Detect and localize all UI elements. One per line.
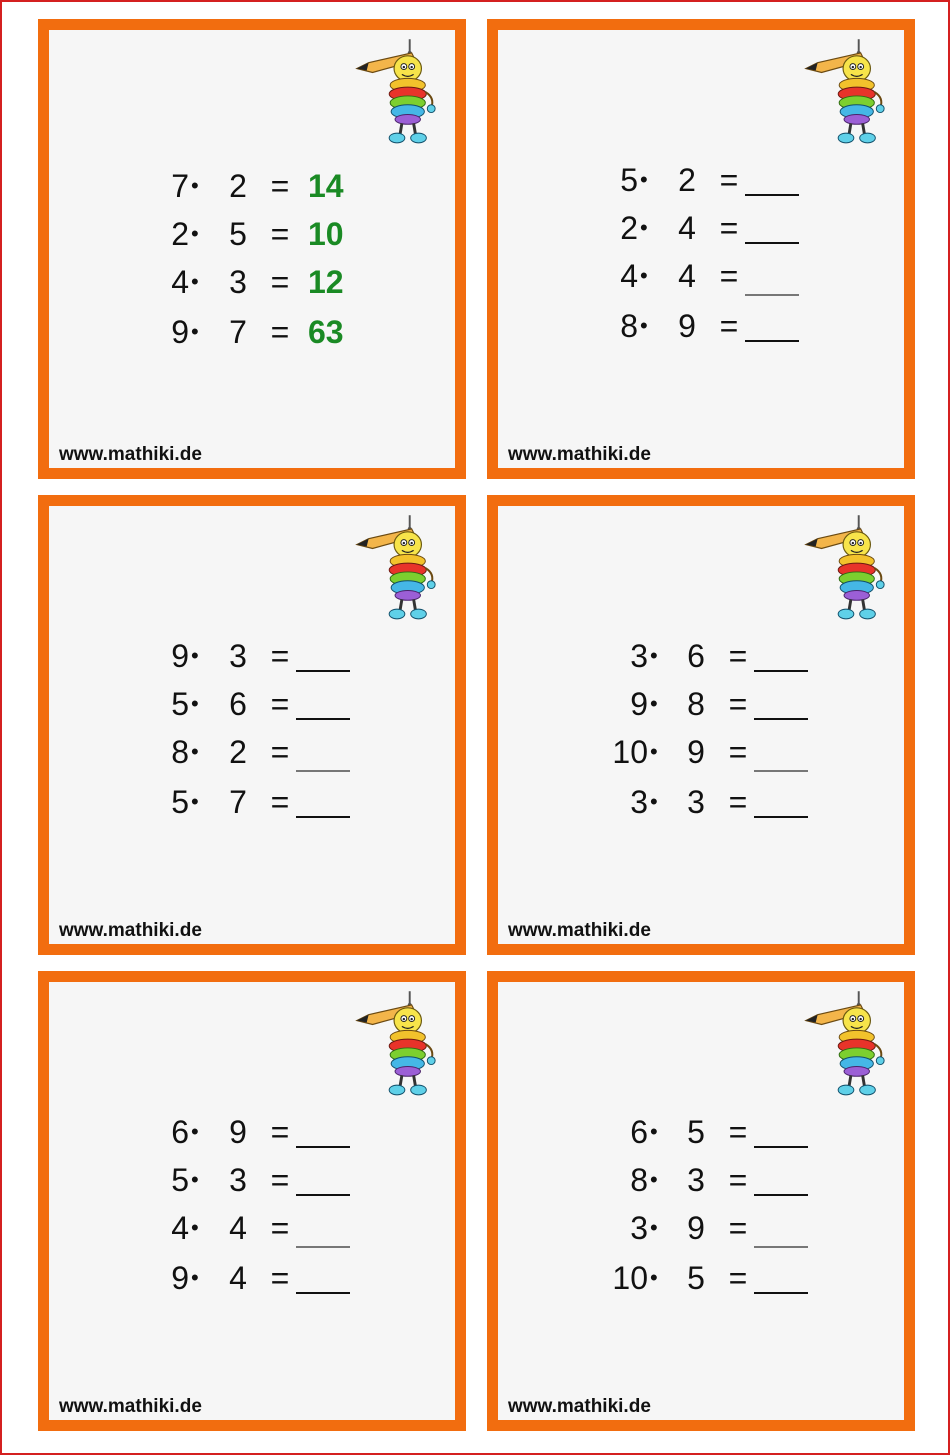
multiply-dot: • xyxy=(650,1215,658,1240)
answer-blank[interactable] xyxy=(745,242,799,244)
answer-blank[interactable] xyxy=(296,1292,350,1294)
factor-left: 5 xyxy=(171,784,189,820)
answer-blank[interactable] xyxy=(296,1246,350,1248)
caterpillar-with-pencil-icon xyxy=(802,990,890,1100)
factor-right: 3 xyxy=(229,638,247,674)
multiply-dot: • xyxy=(650,1265,658,1290)
equation-row xyxy=(49,1258,455,1298)
equation-row xyxy=(498,1258,904,1298)
factor-left: 10 xyxy=(612,734,648,770)
footer-url: www.mathiki.de xyxy=(508,920,651,941)
answer-value: 10 xyxy=(308,216,344,252)
footer-url: www.mathiki.de xyxy=(59,1396,202,1417)
equation-row xyxy=(49,214,455,254)
factor-right: 4 xyxy=(678,210,696,246)
footer-url: www.mathiki.de xyxy=(508,1396,651,1417)
equation-row xyxy=(498,160,904,200)
equals-sign: = xyxy=(270,314,290,350)
factor-right: 5 xyxy=(687,1260,705,1296)
multiply-dot: • xyxy=(640,167,648,192)
equals-sign: = xyxy=(270,638,290,674)
equation-row xyxy=(498,208,904,248)
factor-right: 7 xyxy=(229,314,247,350)
factor-right: 6 xyxy=(229,686,247,722)
equation-row xyxy=(498,1208,904,1248)
multiply-dot: • xyxy=(191,1167,199,1192)
answer-blank[interactable] xyxy=(296,670,350,672)
multiply-dot: • xyxy=(650,643,658,668)
answer-blank[interactable] xyxy=(754,1194,808,1196)
factor-right: 4 xyxy=(229,1210,247,1246)
factor-left: 3 xyxy=(630,784,648,820)
factor-right: 2 xyxy=(678,162,696,198)
equation-row xyxy=(498,636,904,676)
multiply-dot: • xyxy=(650,1167,658,1192)
multiply-dot: • xyxy=(191,221,199,246)
factor-right: 2 xyxy=(229,734,247,770)
factor-right: 3 xyxy=(229,264,247,300)
factor-left: 3 xyxy=(630,1210,648,1246)
caterpillar-with-pencil-icon xyxy=(353,990,441,1100)
factor-right: 5 xyxy=(229,216,247,252)
factor-left: 9 xyxy=(171,1260,189,1296)
factor-left: 3 xyxy=(630,638,648,674)
equals-sign: = xyxy=(719,258,739,294)
answer-blank[interactable] xyxy=(754,1292,808,1294)
answer-blank[interactable] xyxy=(296,1146,350,1148)
factor-left: 4 xyxy=(171,1210,189,1246)
multiply-dot: • xyxy=(191,1265,199,1290)
answer-blank[interactable] xyxy=(745,294,799,296)
caterpillar-with-pencil-icon xyxy=(353,38,441,148)
equation-row xyxy=(49,684,455,724)
equals-sign: = xyxy=(728,638,748,674)
equation-row xyxy=(49,732,455,772)
answer-blank[interactable] xyxy=(754,770,808,772)
equation-row xyxy=(49,782,455,822)
multiplication-card xyxy=(487,971,915,1431)
caterpillar-with-pencil-icon xyxy=(802,514,890,624)
equation-row xyxy=(498,256,904,296)
equals-sign: = xyxy=(270,1162,290,1198)
factor-right: 6 xyxy=(687,638,705,674)
factor-right: 7 xyxy=(229,784,247,820)
answer-blank[interactable] xyxy=(745,340,799,342)
equals-sign: = xyxy=(728,1260,748,1296)
factor-left: 2 xyxy=(171,216,189,252)
factor-right: 3 xyxy=(687,784,705,820)
equals-sign: = xyxy=(728,784,748,820)
multiply-dot: • xyxy=(191,691,199,716)
multiply-dot: • xyxy=(650,739,658,764)
multiplication-card xyxy=(38,19,466,479)
factor-left: 6 xyxy=(171,1114,189,1150)
equation-row xyxy=(49,636,455,676)
multiply-dot: • xyxy=(191,319,199,344)
multiplication-card xyxy=(38,971,466,1431)
equals-sign: = xyxy=(728,1162,748,1198)
factor-right: 9 xyxy=(678,308,696,344)
factor-left: 2 xyxy=(620,210,638,246)
factor-left: 9 xyxy=(630,686,648,722)
multiply-dot: • xyxy=(640,313,648,338)
factor-left: 4 xyxy=(620,258,638,294)
equation-row xyxy=(498,684,904,724)
equation-row xyxy=(498,306,904,346)
answer-value: 12 xyxy=(308,264,344,300)
footer-url: www.mathiki.de xyxy=(508,444,651,465)
multiply-dot: • xyxy=(650,1119,658,1144)
footer-url: www.mathiki.de xyxy=(59,920,202,941)
multiplication-card xyxy=(487,19,915,479)
equals-sign: = xyxy=(728,734,748,770)
factor-right: 9 xyxy=(687,1210,705,1246)
equation-row xyxy=(498,1160,904,1200)
equals-sign: = xyxy=(270,734,290,770)
multiply-dot: • xyxy=(191,789,199,814)
equals-sign: = xyxy=(270,1114,290,1150)
multiply-dot: • xyxy=(191,173,199,198)
factor-left: 9 xyxy=(171,314,189,350)
equals-sign: = xyxy=(270,1260,290,1296)
factor-left: 10 xyxy=(612,1260,648,1296)
answer-blank[interactable] xyxy=(296,816,350,818)
equals-sign: = xyxy=(270,1210,290,1246)
equation-row xyxy=(498,782,904,822)
factor-left: 8 xyxy=(630,1162,648,1198)
answer-blank[interactable] xyxy=(754,718,808,720)
factor-right: 9 xyxy=(229,1114,247,1150)
multiply-dot: • xyxy=(191,1119,199,1144)
multiply-dot: • xyxy=(640,263,648,288)
multiply-dot: • xyxy=(191,1215,199,1240)
factor-right: 3 xyxy=(229,1162,247,1198)
answer-value: 63 xyxy=(308,314,344,350)
factor-left: 5 xyxy=(620,162,638,198)
equation-row xyxy=(49,166,455,206)
factor-left: 8 xyxy=(171,734,189,770)
factor-left: 4 xyxy=(171,264,189,300)
caterpillar-with-pencil-icon xyxy=(353,514,441,624)
equals-sign: = xyxy=(719,210,739,246)
multiply-dot: • xyxy=(650,691,658,716)
answer-value: 14 xyxy=(308,168,344,204)
equation-row xyxy=(49,1208,455,1248)
equation-row xyxy=(498,732,904,772)
factor-left: 5 xyxy=(171,1162,189,1198)
multiplication-card xyxy=(487,495,915,955)
answer-blank[interactable] xyxy=(754,816,808,818)
factor-right: 9 xyxy=(687,734,705,770)
equals-sign: = xyxy=(270,168,290,204)
equals-sign: = xyxy=(728,686,748,722)
factor-right: 4 xyxy=(678,258,696,294)
factor-left: 8 xyxy=(620,308,638,344)
answer-blank[interactable] xyxy=(745,194,799,196)
answer-blank[interactable] xyxy=(754,1146,808,1148)
equals-sign: = xyxy=(270,784,290,820)
caterpillar-with-pencil-icon xyxy=(802,38,890,148)
factor-right: 8 xyxy=(687,686,705,722)
factor-left: 9 xyxy=(171,638,189,674)
equals-sign: = xyxy=(270,686,290,722)
answer-blank[interactable] xyxy=(754,1246,808,1248)
multiplication-card xyxy=(38,495,466,955)
equals-sign: = xyxy=(719,162,739,198)
equation-row xyxy=(49,1160,455,1200)
factor-right: 2 xyxy=(229,168,247,204)
multiply-dot: • xyxy=(191,739,199,764)
equals-sign: = xyxy=(270,216,290,252)
equals-sign: = xyxy=(270,264,290,300)
factor-left: 7 xyxy=(171,168,189,204)
answer-blank[interactable] xyxy=(296,770,350,772)
equals-sign: = xyxy=(728,1114,748,1150)
equation-row xyxy=(49,262,455,302)
multiply-dot: • xyxy=(191,643,199,668)
factor-right: 3 xyxy=(687,1162,705,1198)
factor-left: 5 xyxy=(171,686,189,722)
answer-blank[interactable] xyxy=(754,670,808,672)
multiply-dot: • xyxy=(650,789,658,814)
equals-sign: = xyxy=(728,1210,748,1246)
multiply-dot: • xyxy=(640,215,648,240)
equals-sign: = xyxy=(719,308,739,344)
footer-url: www.mathiki.de xyxy=(59,444,202,465)
answer-blank[interactable] xyxy=(296,1194,350,1196)
factor-left: 6 xyxy=(630,1114,648,1150)
multiply-dot: • xyxy=(191,269,199,294)
factor-right: 4 xyxy=(229,1260,247,1296)
equation-row xyxy=(49,1112,455,1152)
factor-right: 5 xyxy=(687,1114,705,1150)
equation-row xyxy=(49,312,455,352)
answer-blank[interactable] xyxy=(296,718,350,720)
equation-row xyxy=(498,1112,904,1152)
